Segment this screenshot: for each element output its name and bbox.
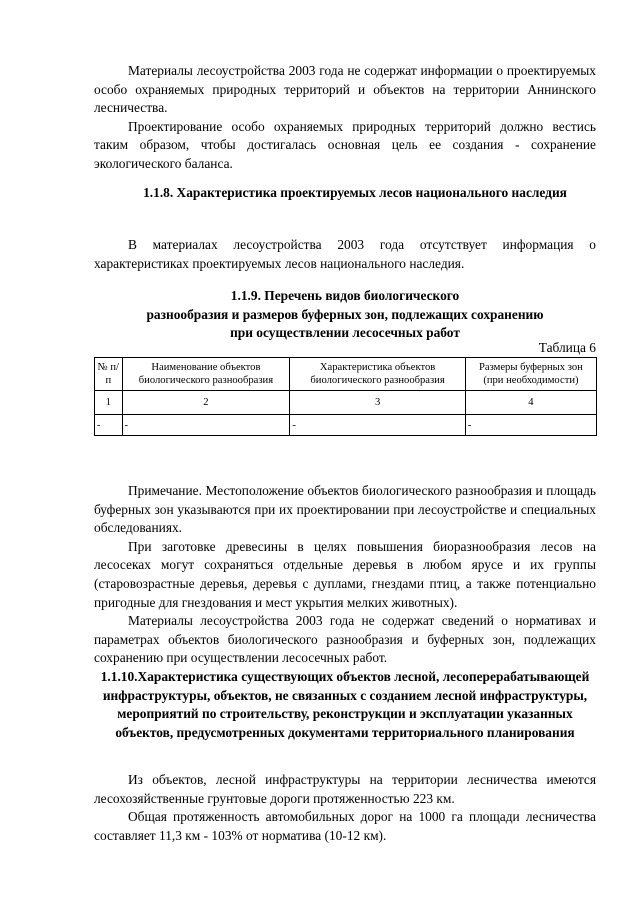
paragraph: Проектирование особо охраняемых природных территорий должно вестись таким образом, чтобы достигалась основная цель ее создания - сохранение экологического баланса. xyxy=(94,118,596,171)
notes-section xyxy=(94,482,596,668)
header-cell: Наименование объектов биологического разнообразия xyxy=(122,358,290,391)
table-number-row xyxy=(95,391,597,415)
table-cell: 1 xyxy=(95,391,123,415)
paragraph: Из объектов, лесной инфраструктуры на территории лесничества имеются лесохозяйственные грунтовые дороги протяженностью 223 км. xyxy=(94,772,596,806)
table-cell: 4 xyxy=(465,391,596,415)
biodiversity-table xyxy=(94,357,597,436)
heading-1-1-8: 1.1.8. Характеристика проектируемых лесов национального наследия xyxy=(143,185,567,200)
table-cell: - xyxy=(290,415,466,436)
table-cell: - xyxy=(465,415,596,436)
table-cell: 3 xyxy=(290,391,466,415)
paragraph: Общая протяженность автомобильных дорог на 1000 га площади лесничества составляет 11,3 км - 103% от норматива (10-12 км). xyxy=(94,809,596,843)
heading-1-1-10: 1.1.10.Характеристика существующих объектов лесной, лесоперерабатывающей инфраструктуры, объектов, не связанных с созданием лесной инфраструктуры, мероприятий по строительству, реконструкции и эксплуатации указанных объектов, предусмотренных документами территориального планирования xyxy=(100,669,590,740)
table-cell: - xyxy=(95,415,123,436)
paragraph: Материалы лесоустройства 2003 года не содержат информации о проектируемых особо охраняемых природных территорий и объектов на территории Аннинского лесничества. xyxy=(94,63,596,116)
table-cell: 2 xyxy=(122,391,290,415)
table-caption: Таблица 6 xyxy=(538,340,596,355)
heading-line: разнообразия и размеров буферных зон, подлежащих сохранению xyxy=(146,306,544,322)
paragraph: В материалах лесоустройства 2003 года отсутствует информация о характеристиках проектируемых лесов национального наследия. xyxy=(94,237,596,271)
heading-line: 1.1.9. Перечень видов биологического xyxy=(230,288,460,303)
header-cell: Характеристика объектов биологического разнообразия xyxy=(290,358,466,391)
paragraph: Примечание. Местоположение объектов биологического разнообразия и площадь буферных зон указываются при их проектировании при лесоустройстве и специальных обследованиях. xyxy=(94,483,596,536)
table-cell: - xyxy=(122,415,290,436)
table-header-row xyxy=(95,358,597,391)
heading-1-1-9 xyxy=(94,287,596,343)
header-cell: № п/п xyxy=(95,358,123,391)
heading-line: при осуществлении лесосечных работ xyxy=(230,325,460,341)
intro-section xyxy=(94,62,596,174)
table-row xyxy=(95,415,597,436)
national-heritage-section xyxy=(94,236,596,273)
header-cell: Размеры буферных зон (при необходимости) xyxy=(465,358,596,391)
paragraph: При заготовке древесины в целях повышения биоразнообразия лесов на лесосеках могут сохраняться отдельные деревья в любом ярусе и их группы (старовозрастные деревья, деревья с дуплами, гнездами птиц, а также потенциально пригодные для гнездования и мест укрытия мелких животных). xyxy=(94,538,596,610)
infrastructure-section xyxy=(94,771,596,845)
paragraph: Материалы лесоустройства 2003 года не содержат сведений о нормативах и параметрах объектов биологического разнообразия и буферных зон, подлежащих сохранению при осуществлении лесосечных работ. xyxy=(94,613,596,666)
